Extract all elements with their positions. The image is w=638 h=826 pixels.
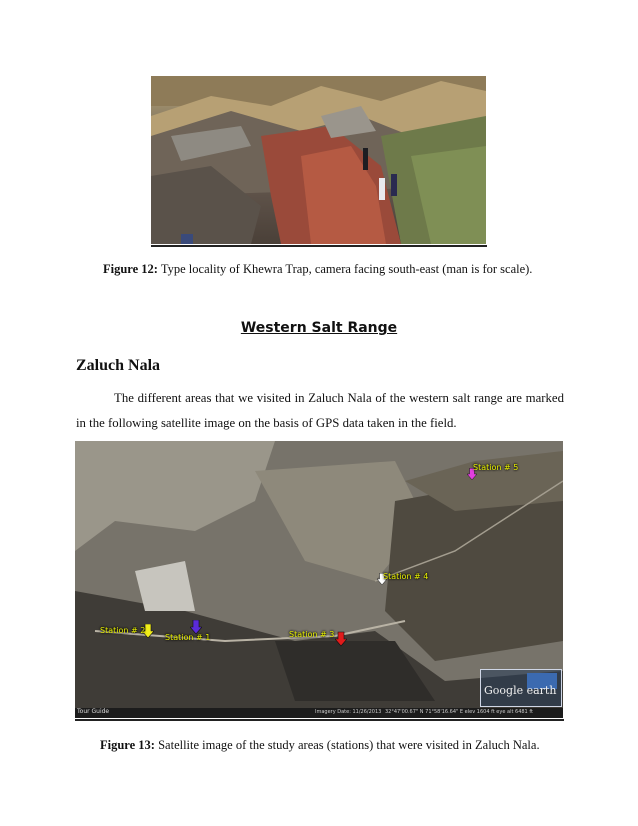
- google-earth-logo-text: Google earth: [484, 684, 557, 697]
- section-paragraph: [76, 386, 564, 436]
- figure-13-caption-label: Figure 13:: [100, 738, 155, 752]
- tour-guide-button[interactable]: Tour Guide: [77, 708, 110, 715]
- imagery-date: Imagery Date: 11/26/2013: [315, 709, 382, 715]
- figure-13-caption: [100, 738, 540, 753]
- station-3-label: Station # 3: [289, 630, 335, 639]
- figure-13-caption-text: Satellite image of the study areas (stations) that were visited in Zaluch Nala.: [154, 738, 540, 752]
- station-2-label: Station # 2: [100, 626, 146, 635]
- figure-12-photo: [151, 76, 486, 244]
- figure-12-caption-text: Type locality of Khewra Trap, camera facing south-east (man is for scale).: [157, 262, 533, 276]
- station-5-label: Station # 5: [473, 463, 519, 472]
- station-3-marker: [335, 631, 347, 652]
- station-1-label: Station # 1: [165, 633, 211, 642]
- station-4-label: Station # 4: [383, 572, 429, 581]
- figure-12-caption-label: Figure 12:: [103, 262, 158, 276]
- coordinates-readout: 32°47'00.67" N 71°58'16.64" E elev 1604 ft eye alt 6481 ft: [385, 709, 533, 715]
- section-heading: Western Salt Range: [240, 320, 398, 336]
- section-paragraph-text: The different areas that we visited in Zaluch Nala of the western salt range are marked in the following satellite image on the basis of GPS data taken in the field.: [76, 391, 564, 430]
- down-arrow-icon: [190, 620, 202, 634]
- figure-13-rule: [75, 719, 564, 721]
- down-arrow-icon: [335, 631, 347, 647]
- figure-13-satellite-image: [75, 441, 563, 718]
- google-earth-logo: [480, 669, 562, 707]
- rock-outcrop-photo: [151, 76, 486, 244]
- figure-12-rule: [151, 245, 487, 247]
- figure-12-caption: [103, 262, 532, 277]
- status-bar: [75, 708, 563, 718]
- section-subheading: Zaluch Nala: [76, 357, 161, 374]
